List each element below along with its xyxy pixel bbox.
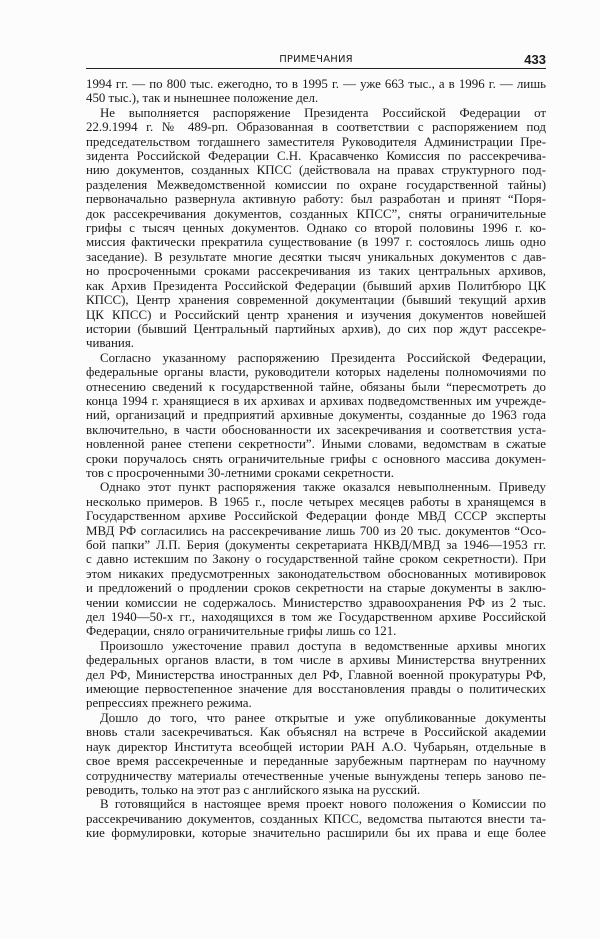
text-line: Дошло до того, что ранее открытые и уже опубликованные документы bbox=[100, 710, 546, 725]
text-line: док рассекречивания документов, созданных КПСС”, сняты ограничительные bbox=[86, 206, 546, 221]
text-line: федеральные органы власти, руководители которых наделены полномочиями по bbox=[86, 365, 546, 380]
text-line: истории (бывший Центральный партийных архив), до сих пор ждут рассекре- bbox=[86, 321, 546, 336]
text-line: Не выполняется распоряжение Президента Российской Федерации от bbox=[100, 105, 546, 120]
text-line: с давно истекшим по Закону о государственной тайне сроком секретности). При bbox=[86, 552, 546, 567]
running-title: ПРИМЕЧАНИЯ bbox=[279, 54, 353, 65]
text-line: дел РФ, Министерства иностранных дел РФ, Главной военной прокуратуры РФ, bbox=[86, 667, 546, 682]
paragraph bbox=[86, 711, 546, 797]
text-line: имеющие первостепенное значение для восстановления правды о политических bbox=[86, 682, 546, 697]
text-line: но просроченными сроками рассекречивания из таких центральных архивов, bbox=[86, 264, 546, 279]
paragraph bbox=[86, 77, 546, 106]
text-line: Произошло ужесточение правил доступа в ведомственные архивы многих bbox=[100, 638, 546, 653]
paragraph bbox=[86, 797, 546, 840]
text-line: сотрудничеству материалы отечественные ученые вынуждены теперь заново пе- bbox=[86, 768, 546, 783]
text-line: дел 1940—50-х гг., находящихся в том же Государственном архиве Российской bbox=[86, 610, 546, 625]
text-line: тов с просроченными 30-летними сроками секретности. bbox=[86, 465, 395, 480]
text-line: нию документов, созданных КПСС (действовала на правах структурного под- bbox=[86, 163, 546, 178]
text-line: чивания. bbox=[86, 336, 134, 351]
text-line: заседание). В результате многие десятки тысяч уникальных документов с дав- bbox=[86, 249, 546, 264]
text-line: ЦК КПСС) и Российский центр хранения и изучения документов новейшей bbox=[86, 307, 546, 322]
text-line: Однако этот пункт распоряжения также оказался невыполненным. Приведу bbox=[100, 480, 546, 495]
text-line: как Архив Президента Российской Федерации (бывший архив Политбюро ЦК bbox=[86, 278, 546, 293]
text-line: В готовящийся в настоящее время проект нового положения о Комиссии по bbox=[100, 797, 546, 812]
text-line: 450 тыс.), так и нынешнее положение дел. bbox=[86, 91, 319, 106]
text-line: вновь стали засекречиваться. Как объяснял на встрече в Российской академии bbox=[86, 725, 546, 740]
text-line: 1994 гг. — по 800 тыс. ежегодно, то в 1995 г. — уже 663 тыс., а в 1996 г. — лишь bbox=[86, 77, 546, 91]
text-line: ний, организаций и предприятий архивные документы, созданные до 1963 года bbox=[86, 408, 546, 423]
text-line: реводить, только на этот раз с английского языка на русский. bbox=[86, 782, 421, 797]
page-number: 433 bbox=[524, 52, 546, 67]
text-line: КПСС), Центр хранения современной документации (бывший текущий архив bbox=[86, 293, 546, 308]
text-line: новленной ранее степени секретности”. Иными словами, ведомствам в сжатые bbox=[86, 437, 546, 452]
text-line: свое время рассекреченные и переданные зарубежным партнерам по научному bbox=[86, 754, 546, 769]
text-line: Государственном архиве Российской Федерации фонде МВД СССР эксперты bbox=[86, 509, 546, 524]
page-header bbox=[86, 52, 546, 69]
text-line: и предложений о продлении сроков секретности на старые документы в заклю- bbox=[86, 581, 546, 596]
text-line: зидента Российской Федерации С.Н. Красавченко Комиссия по рассекречива- bbox=[86, 149, 546, 164]
text-line: первоначально развернула активную работу: был разработан и принят “Поря- bbox=[86, 192, 546, 207]
text-line: рассекречиванию документов, созданных КПСС, ведомства пытаются внести та- bbox=[86, 811, 546, 826]
text-line: отнесению сведений к государственной тайне, обязаны были “пересмотреть до bbox=[86, 379, 546, 394]
text-line: этом никаких предусмотренных законодательством обоснованных мотивировок bbox=[86, 566, 546, 581]
text-line: федеральных органов власти, в том числе в архивы Министерства внутренних bbox=[86, 653, 546, 668]
text-line: наук директор Института всеобщей истории РАН А.О. Чубарьян, отдельные в bbox=[86, 739, 546, 754]
body-text bbox=[86, 77, 546, 841]
paragraph bbox=[86, 480, 546, 638]
text-line: Согласно указанному распоряжению Президента Российской Федерации, bbox=[100, 350, 546, 365]
text-line: конца 1994 г. хранящиеся в их архивах и архивах подведомственных им учрежде- bbox=[86, 393, 546, 408]
text-line: МВД РФ согласились на рассекречивание лишь 700 из 20 тыс. документов “Осо- bbox=[86, 523, 546, 538]
text-line: миссия фактически прекратила существование (в 1997 г. состоялось лишь одно bbox=[86, 235, 546, 250]
text-line: разделения Межведомственной комиссии по охране государственной тайны) bbox=[86, 177, 546, 192]
text-line: сроки поручалось снять ограничительные грифы с основного массива докумен- bbox=[86, 451, 546, 466]
text-line: кие формулировки, которые значительно расширили бы их права и еще более bbox=[86, 826, 546, 841]
text-line: включительно, в части обоснованности их засекречивания и соответствия уста- bbox=[86, 422, 546, 437]
text-line: 22.9.1994 г. № 489-рп. Образованная в соответствии с распоряжением под bbox=[86, 120, 546, 135]
paragraph bbox=[86, 351, 546, 481]
text-line: бой папки” Л.П. Берия (документы секретариата НКВД/МВД за 1946—1953 гг. bbox=[86, 538, 546, 552]
text-line: председательством тогдашнего заместителя Руководителя Администрации Пре- bbox=[86, 134, 546, 149]
paragraph bbox=[86, 639, 546, 711]
text-line: репрессиях прежнего режима. bbox=[86, 696, 252, 711]
paragraph bbox=[86, 106, 546, 351]
text-line: чении комиссии не содержалось. Министерство здравоохранения РФ из 2 тыс. bbox=[86, 595, 546, 610]
text-line: несколько примеров. В 1965 г., после четырех месяцев работы в хранящемся в bbox=[86, 494, 546, 509]
text-line: грифы с тысяч ценных документов. Однако со второй половины 1996 г. ко- bbox=[86, 221, 546, 236]
text-line: Федерации, сняло ограничительные грифы лишь со 121. bbox=[86, 624, 397, 639]
